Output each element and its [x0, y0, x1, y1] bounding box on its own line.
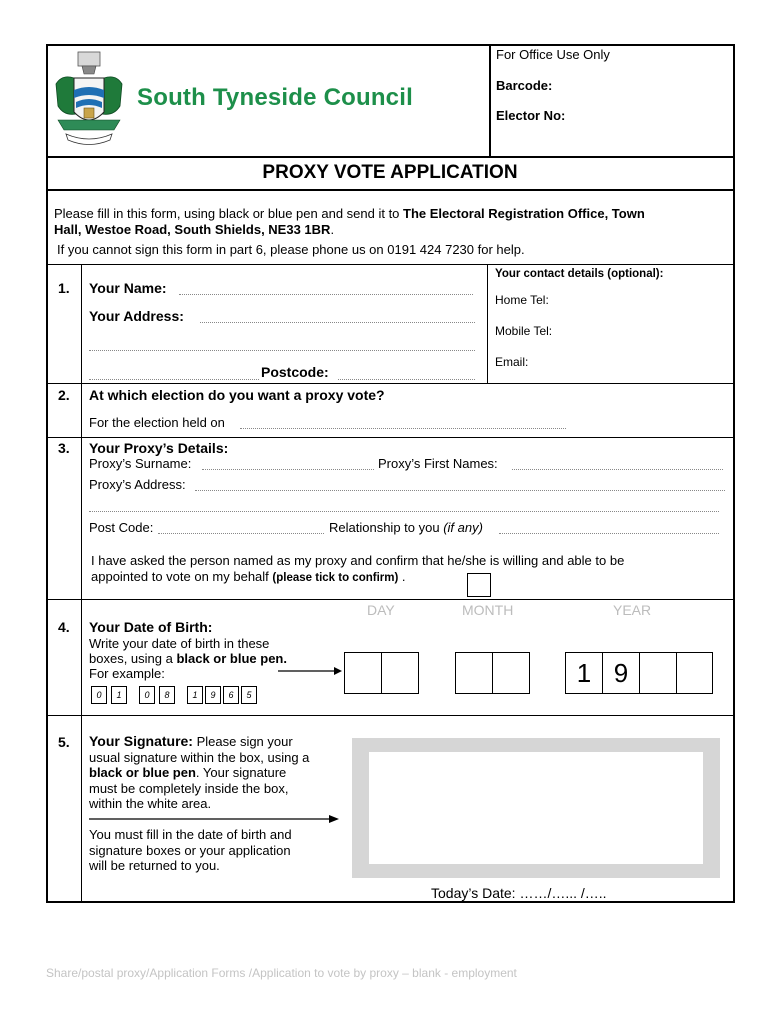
intro-address-part-2: Hall, Westoe Road, South Shields, NE33 1BR	[54, 222, 331, 237]
proxy-address-field-1[interactable]	[195, 490, 725, 491]
intro-line-2-suffix: .	[330, 222, 335, 237]
signature-text-3: . Your signature	[195, 765, 287, 780]
year-header: YEAR	[613, 602, 652, 618]
sec2-bottom-line	[46, 437, 734, 438]
dob-month-box-1[interactable]	[455, 652, 493, 694]
your-address-field-2[interactable]	[89, 350, 475, 351]
dob-month-box-2[interactable]	[492, 652, 530, 694]
dob-year-box-2: 9	[602, 652, 640, 694]
proxy-confirm-bold: (please tick to confirm)	[272, 572, 399, 584]
contact-divider	[487, 264, 488, 383]
dob-year-box-1: 1	[565, 652, 603, 694]
example-digit-8: 5	[241, 686, 257, 704]
proxy-confirm-line-1: I have asked the person named as my proxy and confirm that he/she is willing and able to be	[91, 553, 625, 568]
dob-pen-instruction: black or blue pen.	[176, 651, 287, 666]
mobile-tel-label: Mobile Tel:	[495, 324, 553, 338]
section-2-number: 2.	[58, 387, 70, 403]
intro-line-1-text: Please fill in this form, using black or blue pen and send it to	[54, 206, 404, 221]
example-digit-3: 0	[139, 686, 155, 704]
title-bottom-line	[46, 189, 734, 191]
example-digit-5: 1	[187, 686, 203, 704]
contact-details-title: Your contact details (optional):	[495, 268, 664, 280]
your-name-label: Your Name:	[89, 280, 167, 296]
dob-instruction-1: Write your date of birth in these	[89, 636, 270, 651]
proxy-address-field-2[interactable]	[89, 511, 719, 512]
signature-warning-2: signature boxes or your application	[89, 842, 291, 858]
form-title: PROXY VOTE APPLICATION	[262, 162, 518, 183]
signature-warning-1: You must fill in the date of birth and	[89, 827, 292, 842]
proxy-post-code-field[interactable]	[158, 533, 324, 534]
example-digit-2: 1	[111, 686, 127, 704]
proxy-first-names-label: Proxy’s First Names:	[378, 456, 498, 471]
example-digit-1: 0	[91, 686, 107, 704]
intro-help-line: If you cannot sign this form in part 6, please phone us on 0191 424 7230 for help.	[57, 242, 525, 257]
email-label: Email:	[495, 355, 529, 369]
footer-path: Share/postal proxy/Application Forms /Application to vote by proxy – blank - employment	[46, 966, 517, 980]
dob-instruction-2-text: boxes, using a	[89, 651, 177, 666]
dob-example-label: For example:	[89, 666, 165, 681]
signature-text-5: within the white area.	[89, 796, 212, 811]
relationship-text: Relationship to you	[329, 520, 444, 535]
relationship-if-any: (if any)	[443, 520, 483, 535]
relationship-label	[329, 520, 483, 535]
proxy-confirm-line-2	[91, 569, 406, 584]
arrow-right-icon	[278, 664, 342, 682]
example-digit-4: 8	[159, 686, 175, 704]
intro-line-2	[54, 222, 724, 237]
election-held-on-label: For the election held on	[89, 415, 225, 430]
election-date-field[interactable]	[240, 428, 566, 429]
election-question: At which election do you want a proxy vote?	[89, 387, 385, 403]
header-divider	[489, 44, 491, 157]
dob-year-box-3[interactable]	[639, 652, 677, 694]
dob-instruction-2	[89, 651, 287, 666]
proxy-details-title: Your Proxy’s Details:	[89, 440, 229, 456]
dob-year-box-4[interactable]	[676, 652, 713, 694]
proxy-first-names-field[interactable]	[512, 469, 723, 470]
relationship-field[interactable]	[499, 533, 719, 534]
signature-title: Your Signature:	[89, 733, 193, 749]
your-name-field[interactable]	[179, 294, 473, 295]
office-use-label: For Office Use Only	[496, 47, 610, 62]
postcode-label: Postcode:	[261, 364, 329, 380]
proxy-surname-field[interactable]	[202, 469, 374, 470]
dob-day-box-1[interactable]	[344, 652, 382, 694]
postcode-lead-line	[89, 379, 259, 380]
signature-pen-instruction: black or blue pen	[89, 765, 196, 780]
proxy-post-code-label: Post Code:	[89, 520, 154, 535]
frame-top	[46, 44, 734, 46]
council-name: South Tyneside Council	[137, 84, 413, 111]
sec4-bottom-line	[46, 715, 734, 716]
signature-warning	[89, 827, 349, 874]
section-3-number: 3.	[58, 440, 70, 456]
proxy-confirm-text: appointed to vote on my behalf	[91, 569, 273, 584]
sec1-bottom-line	[46, 383, 734, 384]
dob-day-box-2[interactable]	[381, 652, 419, 694]
proxy-confirm-end: .	[398, 569, 406, 584]
example-digit-7: 6	[223, 686, 239, 704]
your-address-field-1[interactable]	[200, 322, 475, 323]
postcode-field[interactable]	[338, 379, 475, 380]
month-header: MONTH	[462, 602, 514, 618]
dob-title: Your Date of Birth:	[89, 619, 213, 635]
signature-instructions	[89, 734, 349, 812]
your-address-label: Your Address:	[89, 308, 184, 324]
signature-text-1: Please sign your	[192, 734, 293, 749]
signature-text-4: must be completely inside the box,	[89, 780, 289, 796]
section-4-number: 4.	[58, 619, 70, 635]
section-1-number: 1.	[58, 280, 70, 296]
council-crest-icon	[52, 50, 126, 150]
frame-bottom	[46, 901, 735, 903]
header-bottom-line	[46, 156, 734, 158]
todays-date[interactable]: Today’s Date: ……/…... /…..	[431, 885, 607, 901]
section-5-number: 5.	[58, 734, 70, 750]
sec3-bottom-line	[46, 599, 734, 600]
proxy-confirm-checkbox[interactable]	[467, 573, 491, 597]
intro-line-1	[54, 206, 724, 221]
home-tel-label: Home Tel:	[495, 293, 549, 307]
proxy-address-label: Proxy’s Address:	[89, 477, 186, 492]
signature-warning-3: will be returned to you.	[89, 858, 220, 873]
intro-bottom-line	[46, 264, 734, 265]
barcode-label: Barcode:	[496, 78, 553, 93]
day-header: DAY	[367, 602, 395, 618]
elector-no-label: Elector No:	[496, 108, 566, 123]
example-digit-6: 9	[205, 686, 221, 704]
number-column-line	[81, 264, 82, 902]
signature-area[interactable]	[369, 752, 703, 864]
signature-text-2: usual signature within the box, using a	[89, 749, 310, 765]
proxy-surname-label: Proxy’s Surname:	[89, 456, 192, 471]
intro-address-part-1: The Electoral Registration Office, Town	[403, 206, 645, 221]
